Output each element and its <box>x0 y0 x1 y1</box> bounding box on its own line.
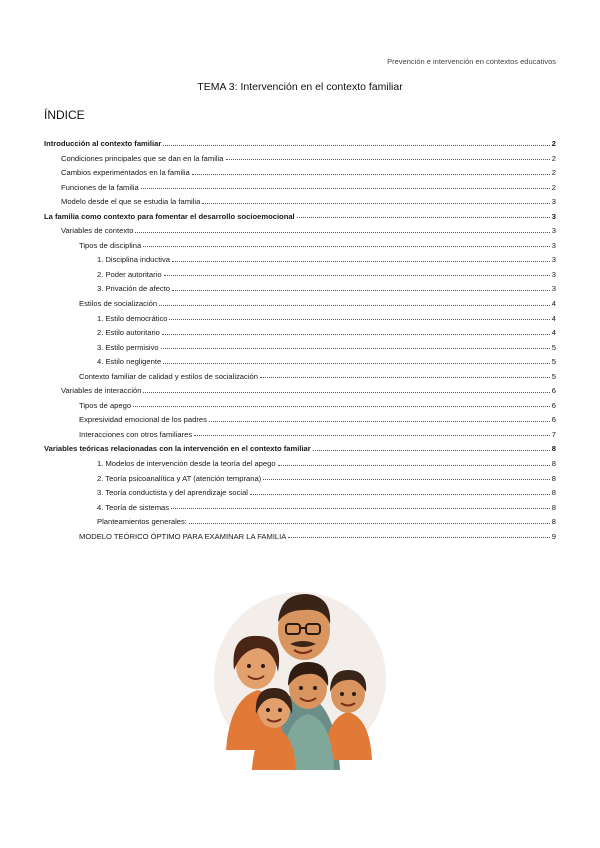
toc-entry[interactable] <box>44 341 556 356</box>
toc-entry-page: 8 <box>551 502 556 512</box>
document-title: TEMA 3: Intervención en el contexto familiar <box>197 81 403 93</box>
toc-entry-page: 3 <box>551 197 556 207</box>
toc-entry-label: 3. Teoría conductista y del aprendizaje social <box>97 488 248 498</box>
toc-entry[interactable] <box>44 501 556 516</box>
toc-entry-page: 3 <box>551 211 556 221</box>
toc-entry[interactable] <box>44 530 556 545</box>
toc-leader-dots <box>164 274 550 276</box>
toc-entry-label: 4. Estilo negligente <box>97 357 162 367</box>
toc-entry[interactable] <box>44 195 556 210</box>
toc-leader-dots <box>250 493 550 495</box>
toc-entry-label: 3. Privación de afecto <box>97 284 171 294</box>
toc-leader-dots <box>288 536 549 538</box>
toc-entry-page: 5 <box>551 342 556 352</box>
toc-entry-page: 6 <box>551 400 556 410</box>
toc-entry-page: 4 <box>551 313 556 323</box>
toc-entry[interactable] <box>44 166 556 181</box>
toc-entry-label: Tipos de disciplina <box>79 240 142 250</box>
index-heading: ÍNDICE <box>44 108 85 122</box>
toc-leader-dots <box>143 391 549 393</box>
toc-entry-label: 3. Estilo permisivo <box>97 342 159 352</box>
toc-entry-page: 8 <box>551 459 556 469</box>
toc-entry-page: 3 <box>551 226 556 236</box>
toc-entry[interactable] <box>44 326 556 341</box>
toc-entry[interactable] <box>44 472 556 487</box>
toc-entry-page: 2 <box>551 139 556 148</box>
toc-entry-page: 5 <box>551 371 556 381</box>
toc-entry[interactable] <box>44 224 556 239</box>
toc-entry-label: Condiciones principales que se dan en la familia <box>61 153 224 163</box>
toc-entry-label: La familia como contexto para fomentar el desarrollo socioemocional <box>44 211 295 221</box>
toc-leader-dots <box>135 231 549 233</box>
toc-entry-label: MODELO TEÓRICO ÓPTIMO PARA EXAMINAR LA FAMILIA <box>79 531 287 541</box>
toc-leader-dots <box>278 464 550 466</box>
toc-entry-label: 2. Poder autoritario <box>97 269 162 279</box>
toc-entry-page: 5 <box>551 357 556 367</box>
toc-leader-dots <box>172 289 550 291</box>
toc-entry-page: 9 <box>551 531 556 541</box>
toc-entry-page: 3 <box>551 269 556 279</box>
toc-entry-page: 7 <box>551 429 556 439</box>
toc-entry-page: 6 <box>551 386 556 396</box>
toc-entry[interactable] <box>44 210 556 225</box>
toc-entry[interactable] <box>44 370 556 385</box>
toc-entry-label: Funciones de la familia <box>61 182 139 192</box>
toc-entry-label: 1. Estilo democrático <box>97 313 168 323</box>
toc-entry[interactable] <box>44 239 556 254</box>
toc-entry-label: Contexto familiar de calidad y estilos de socialización <box>79 371 258 381</box>
toc-entry[interactable] <box>44 282 556 297</box>
toc-entry[interactable] <box>44 181 556 196</box>
toc-leader-dots <box>189 522 550 524</box>
toc-leader-dots <box>133 405 550 407</box>
toc-entry-page: 2 <box>551 182 556 192</box>
toc-entry-label: 4. Teoría de sistemas <box>97 502 170 512</box>
toc-entry-label: Expresividad emocional de los padres <box>79 415 207 425</box>
family-illustration <box>212 580 388 770</box>
toc-entry-label: Variables de contexto <box>61 226 134 236</box>
toc-leader-dots <box>143 245 550 247</box>
toc-entry-page: 3 <box>551 255 556 265</box>
toc-entry[interactable] <box>44 312 556 327</box>
toc-leader-dots <box>172 260 550 262</box>
toc-entry-page: 8 <box>551 488 556 498</box>
toc-entry-label: Estilos de socialización <box>79 299 158 309</box>
toc-entry-label: Cambios experimentados en la familia <box>61 168 190 178</box>
toc-entry[interactable] <box>44 137 556 152</box>
toc-leader-dots <box>163 362 550 364</box>
toc-entry-page: 8 <box>551 517 556 527</box>
toc-entry-label: Modelo desde el que se estudia la familia <box>61 197 201 207</box>
toc-entry-page: 3 <box>551 240 556 250</box>
toc-leader-dots <box>163 144 549 146</box>
toc-entry[interactable] <box>44 486 556 501</box>
toc-leader-dots <box>209 420 550 422</box>
toc-leader-dots <box>297 216 550 218</box>
toc-entry-page: 2 <box>551 168 556 178</box>
toc-entry[interactable] <box>44 442 556 457</box>
toc-entry-page: 4 <box>551 328 556 338</box>
toc-leader-dots <box>192 173 550 175</box>
toc-entry[interactable] <box>44 384 556 399</box>
toc-entry-page: 2 <box>551 153 556 163</box>
toc-entry-page: 4 <box>551 299 556 309</box>
toc-entry[interactable] <box>44 428 556 443</box>
toc-leader-dots <box>162 333 550 335</box>
table-of-contents <box>44 137 556 544</box>
toc-entry-page: 6 <box>551 415 556 425</box>
toc-entry[interactable] <box>44 152 556 167</box>
toc-entry-label: 1. Modelos de intervención desde la teoría del apego <box>97 459 276 469</box>
toc-leader-dots <box>159 304 550 306</box>
toc-entry[interactable] <box>44 515 556 530</box>
toc-leader-dots <box>194 434 550 436</box>
toc-entry[interactable] <box>44 268 556 283</box>
toc-entry-label: Introducción al contexto familiar <box>44 139 162 148</box>
toc-leader-dots <box>169 318 549 320</box>
toc-entry[interactable] <box>44 355 556 370</box>
toc-entry-label: Variables teóricas relacionadas con la intervención en el contexto familiar <box>44 444 311 454</box>
toc-leader-dots <box>263 478 550 480</box>
toc-entry-page: 3 <box>551 284 556 294</box>
toc-entry[interactable] <box>44 399 556 414</box>
toc-entry-page: 8 <box>551 473 556 483</box>
toc-entry[interactable] <box>44 253 556 268</box>
toc-leader-dots <box>171 507 550 509</box>
toc-leader-dots <box>260 376 550 378</box>
toc-entry-label: 2. Teoría psicoanalítica y AT (atención temprana) <box>97 473 262 483</box>
toc-leader-dots <box>202 202 549 204</box>
toc-entry[interactable] <box>44 413 556 428</box>
toc-leader-dots <box>161 347 550 349</box>
toc-leader-dots <box>226 158 550 160</box>
toc-entry-label: 2. Estilo autoritario <box>97 328 160 338</box>
toc-entry[interactable] <box>44 457 556 472</box>
running-header: Prevención e intervención en contextos educativos <box>387 57 556 66</box>
toc-entry-label: Tipos de apego <box>79 400 132 410</box>
toc-entry-label: Planteamientos generales: <box>97 517 187 527</box>
toc-entry[interactable] <box>44 297 556 312</box>
toc-leader-dots <box>313 449 550 451</box>
toc-entry-label: Interacciones con otros familiares <box>79 429 193 439</box>
toc-leader-dots <box>141 187 550 189</box>
toc-entry-label: 1. Disciplina inductiva <box>97 255 171 265</box>
toc-entry-label: Variables de interacción <box>61 386 142 396</box>
toc-entry-page: 8 <box>551 444 556 454</box>
